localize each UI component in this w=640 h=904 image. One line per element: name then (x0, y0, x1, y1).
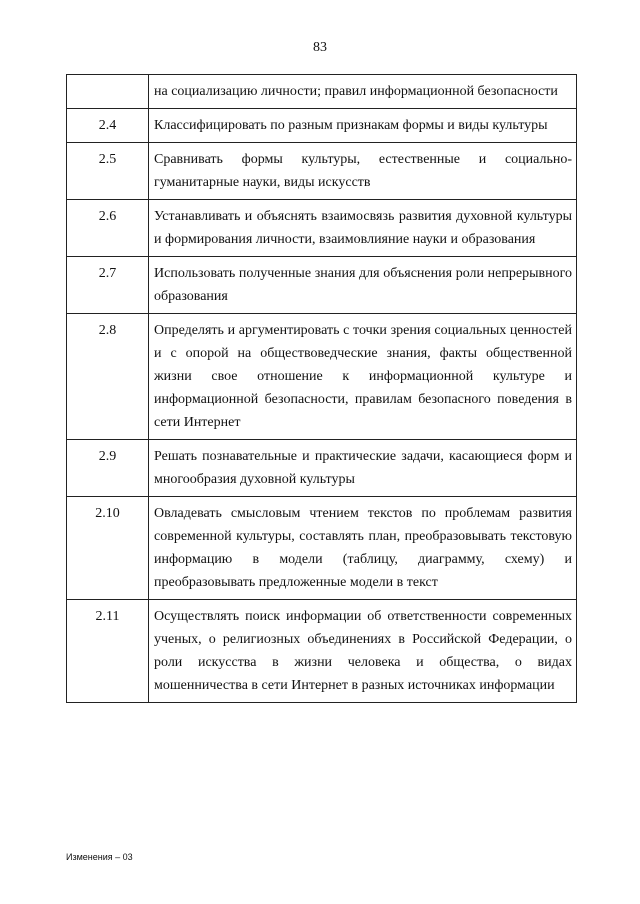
table-row (67, 109, 577, 143)
table-row (67, 257, 577, 314)
row-number: 2.9 (67, 440, 149, 497)
row-text: Устанавливать и объяснять взаимосвязь развития духовной культуры и формирования личности, взаимовлияние науки и образования (149, 200, 577, 257)
table-row (67, 200, 577, 257)
row-text: Сравнивать формы культуры, естественные и социально-гуманитарные науки, виды искусств (149, 143, 577, 200)
row-number: 2.11 (67, 600, 149, 703)
row-text: Классифицировать по разным признакам формы и виды культуры (149, 109, 577, 143)
row-text: на социализацию личности; правил информационной безопасности (149, 75, 577, 109)
row-text: Осуществлять поиск информации об ответственности современных ученых, о религиозных объединениях в Российской Федерации, о роли искусства в жизни человека и общества, о видах мошенничества в сети Интернет в разных источниках информации (149, 600, 577, 703)
row-text: Овладевать смысловым чтением текстов по проблемам развития современной культуры, составлять план, преобразовывать текстовую информацию в модели (таблицу, диаграмму, схему) и преобразовывать предложенные модели в текст (149, 497, 577, 600)
table-row (67, 143, 577, 200)
requirements-table (66, 74, 577, 703)
row-text: Использовать полученные знания для объяснения роли непрерывного образования (149, 257, 577, 314)
table-row (67, 497, 577, 600)
row-text: Решать познавательные и практические задачи, касающиеся форм и многообразия духовной культуры (149, 440, 577, 497)
row-number: 2.4 (67, 109, 149, 143)
row-number: 2.8 (67, 314, 149, 440)
footer-revision: Изменения – 03 (66, 852, 133, 862)
table-row (67, 440, 577, 497)
table-row (67, 314, 577, 440)
table-row (67, 75, 577, 109)
row-number: 2.7 (67, 257, 149, 314)
page-number: 83 (313, 40, 327, 55)
row-text: Определять и аргументировать с точки зрения социальных ценностей и с опорой на обществоведческие знания, факты общественной жизни свое отношение к информационной культуре и информационной безопасности, правилам безопасного поведения в сети Интернет (149, 314, 577, 440)
row-number: 2.5 (67, 143, 149, 200)
row-number (67, 75, 149, 109)
table-row (67, 600, 577, 703)
row-number: 2.6 (67, 200, 149, 257)
row-number: 2.10 (67, 497, 149, 600)
